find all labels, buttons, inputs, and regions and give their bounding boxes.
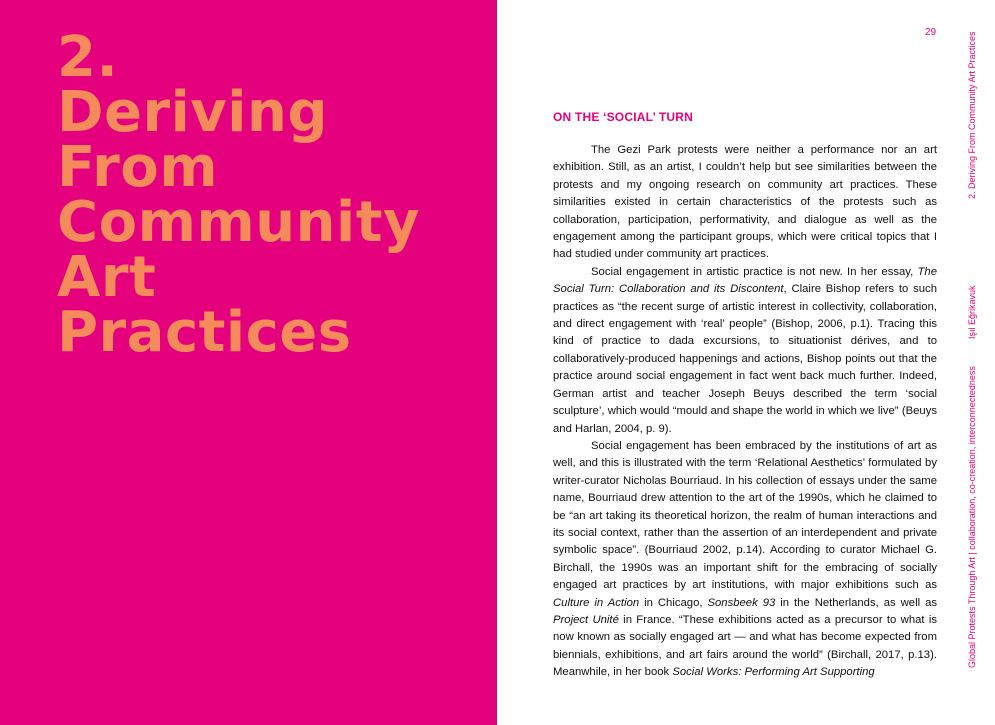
running-head-book: Global Protests Through Art | collaboration, co-creation, interconnectedness [967, 366, 977, 668]
paragraph [553, 264, 937, 438]
text-run: Social engagement in artistic practice is not new. In her essay, [591, 265, 918, 278]
text-run: , Claire Bishop refers to such practices as “the recent surge of artistic interest in collectivity, collaboration, and direct engagement with ‘real’ people” (Bishop, 2006, p.1). Tracing this kind of practice to dada excursions, to situationist dérives, and to collaboratively-produced happenings and actions, Bishop points out that the practice around social engagement in fact went back much further. Indeed, German artist and teacher Joseph Beuys described the term ‘social sculpture’, which would “mould and shape the world in which we live” (Beuys and Harlan, 2004, p. 9). [553, 283, 937, 435]
chapter-title-line: From [57, 135, 219, 200]
chapter-title-line: Deriving [57, 80, 328, 145]
italic-title: Culture in Action [553, 596, 640, 609]
chapter-title-line: 2. [57, 25, 119, 90]
chapter-title-line: Practices [57, 300, 352, 365]
italic-title: Sonsbeek 93 [707, 596, 776, 609]
italic-title: Project Unité [553, 613, 619, 626]
running-head-author: Işıl Eğrikavuk [967, 285, 977, 339]
chapter-title-line: Art [57, 245, 157, 310]
page-number: 29 [925, 27, 937, 38]
section-heading: ON THE ‘SOCIAL’ TURN [553, 110, 694, 124]
text-run: in Chicago, [639, 596, 708, 609]
chapter-title-line: Community [57, 190, 420, 255]
text-run: Social engagement has been embraced by the institutions of art as well, and this is illustrated with the term ‘Relational Aesthetics’ formulated by writer-curator Nicholas Bourriaud. In his collection of essays under the same name, Bourriaud drew attention to the art of the 1990s, which he claimed to be “an art taking its theoretical horizon, the realm of human interactions and its social context, rather than the assertion of an interdependent and private symbolic space”. (Bourriaud 2002, p.14). According to curator Michael G. Birchall, the 1990s was an important shift for the embracing of socially engaged art practices by art institutions, with major exhibitions such as [553, 439, 937, 592]
text-run: in France. “These exhibitions acted as a precursor to what is now known as socially engaged art — and what has become expected from biennials, exhibitions, and art fairs around the world” (Birchall, 2017, p.13). Meanwhile, in her book [553, 613, 937, 679]
text-page [497, 0, 995, 725]
text-run: in the Netherlands, as well as [775, 596, 938, 609]
chapter-title [57, 25, 420, 365]
paragraph [553, 438, 937, 682]
running-head-chapter: 2. Deriving From Community Art Practices [967, 31, 977, 199]
italic-title: The Social Turn: Collaboration and its Discontent [553, 265, 937, 296]
italic-title: Social Works: Performing Art Supporting [672, 666, 875, 679]
text-run: The Gezi Park protests were neither a performance nor an art exhibition. Still, as an artist, I couldn’t help but see similarities between the protests and my ongoing research on community art practices. These similarities existed in certain characteristics of the protests such as collaboration, participation, performativity, and dialogue as well as the engagement among the participant groups, which were critical topics that I had studied under community art practices. [553, 144, 937, 261]
chapter-title-page [0, 0, 497, 725]
paragraph [553, 142, 937, 264]
body-text [553, 142, 937, 682]
